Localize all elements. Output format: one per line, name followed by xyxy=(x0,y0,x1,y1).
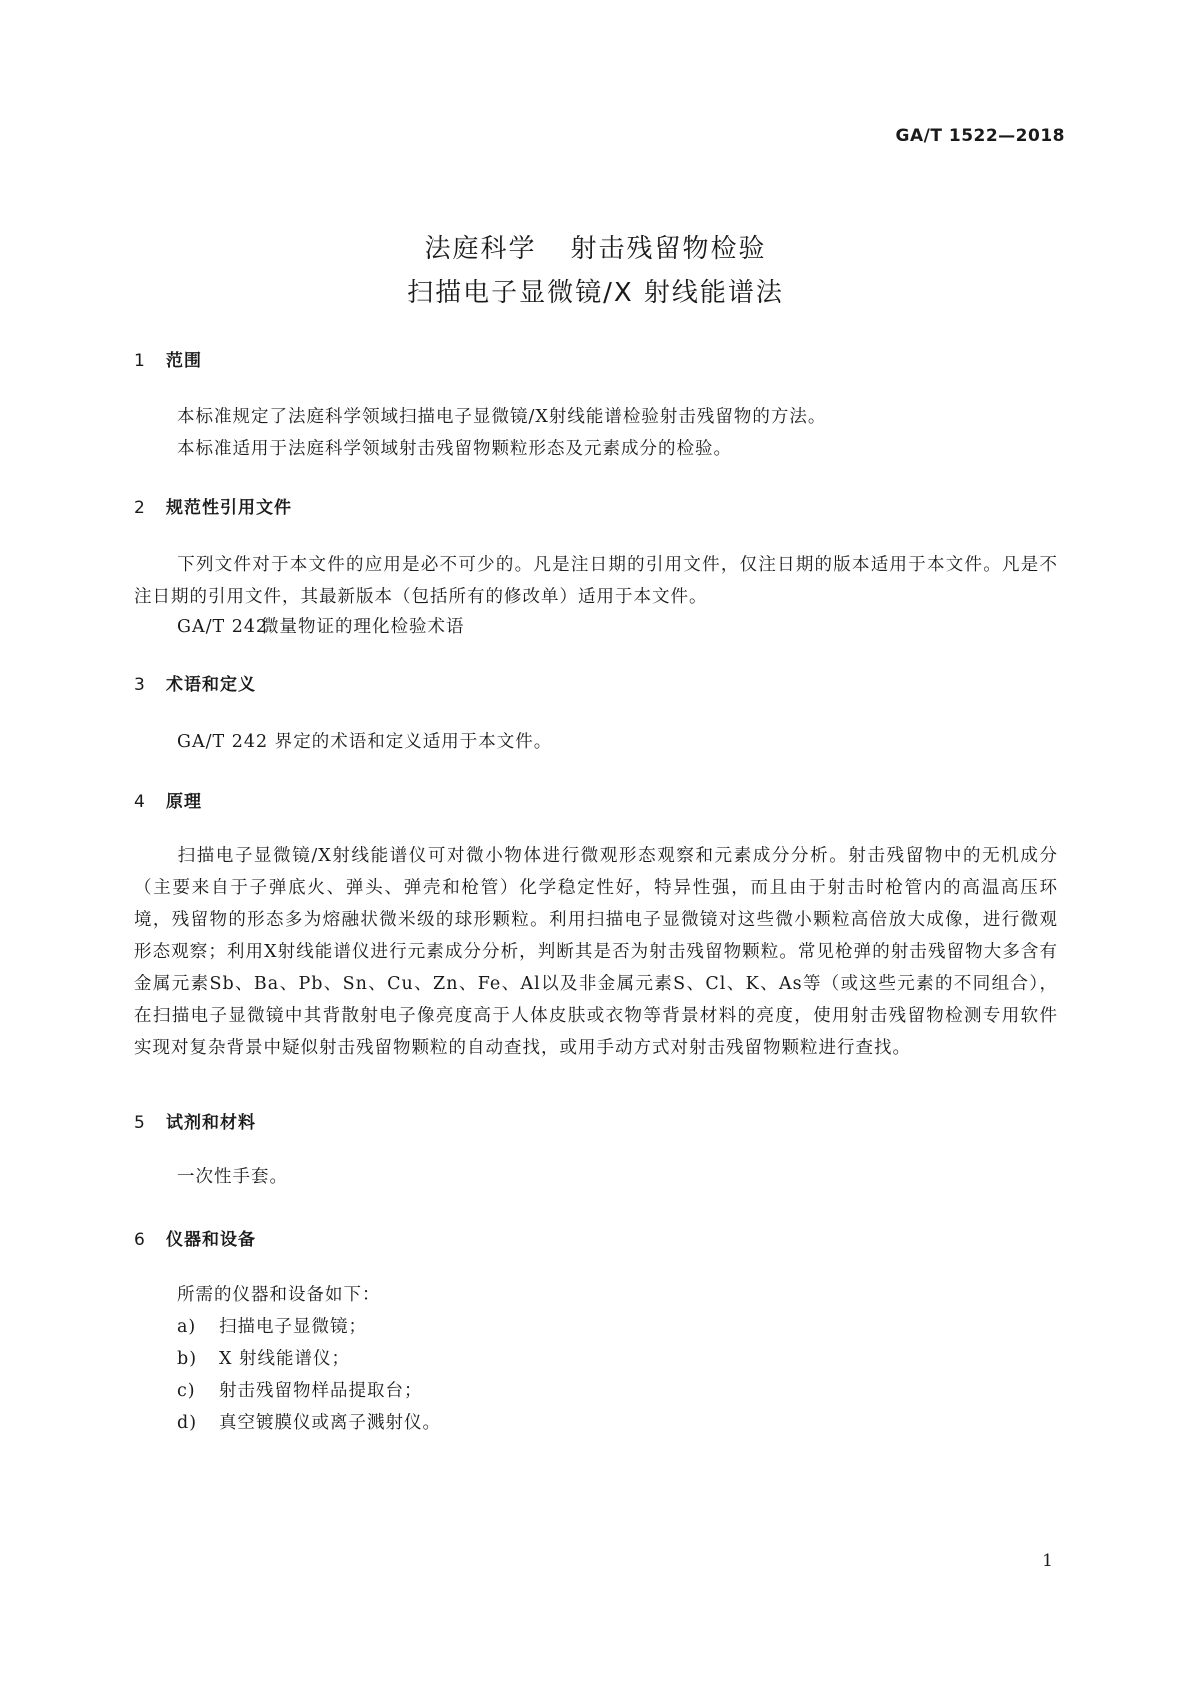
section-title: 范围 xyxy=(166,351,202,371)
section-title: 术语和定义 xyxy=(166,675,256,695)
title-part-b: 射击残留物检验 xyxy=(570,234,767,264)
section-heading-3 xyxy=(134,670,256,695)
paragraph xyxy=(134,549,1058,613)
section-heading-2 xyxy=(134,493,292,518)
section-title: 试剂和材料 xyxy=(166,1113,256,1133)
reference-code: GA/T 242 xyxy=(177,617,269,637)
list-item xyxy=(177,1409,441,1434)
list-label: b) xyxy=(177,1349,198,1369)
list-text: 真空镀膜仪或离子溅射仪。 xyxy=(219,1413,441,1433)
document-title-line2: 扫描电子显微镜/X 射线能谱法 xyxy=(407,278,784,308)
paragraph xyxy=(134,840,1058,1064)
list-item xyxy=(177,1377,423,1402)
standard-code: GA/T 1522—2018 xyxy=(895,126,1065,146)
list-label: a) xyxy=(177,1317,197,1337)
paragraph-text: 扫描电子显微镜/X射线能谱仪可对微小物体进行微观形态观察和元素成分分析。射击残留物中的无机成分（主要来自于子弹底火、弹头、弹壳和枪管）化学稳定性好，特异性强，而且由于射击时枪管内的高温高压环境，残留物的形态多为熔融状微米级的球形颗粒。利用扫描电子显微镜对这些微小颗粒高倍放大成像，进行微观形态观察；利用X射线能谱仪进行元素成分分析，判断其是否为射击残留物颗粒。常见枪弹的射击残留物大多含有金属元素Sb、Ba、Pb、Sn、Cu、Zn、Fe、Al以及非金属元素S、Cl、K、As等（或这些元素的不同组合），在扫描电子显微镜中其背散射电子像亮度高于人体皮肤或衣物等背景材料的亮度，使用射击残留物检测专用软件实现对复杂背景中疑似射击残留物颗粒的自动查找，或用手动方式对射击残留物颗粒进行查找。 xyxy=(134,846,1058,1058)
normative-reference xyxy=(177,613,465,638)
section-title: 规范性引用文件 xyxy=(166,498,292,518)
list-text: X 射线能谱仪； xyxy=(219,1349,351,1369)
section-heading-1 xyxy=(134,346,202,371)
list-text: 射击残留物样品提取台； xyxy=(219,1381,423,1401)
section-title: 仪器和设备 xyxy=(166,1230,256,1250)
section-number: 4 xyxy=(134,792,146,812)
list-item xyxy=(177,1345,350,1370)
section-number: 5 xyxy=(134,1113,146,1133)
section-heading-4 xyxy=(134,787,202,812)
section-number: 3 xyxy=(134,675,146,695)
list-text: 扫描电子显微镜； xyxy=(219,1317,367,1337)
section-number: 2 xyxy=(134,498,146,518)
list-label: c) xyxy=(177,1381,196,1401)
section-title: 原理 xyxy=(166,792,202,812)
document-title-line1 xyxy=(0,228,1191,265)
title-part-a: 法庭科学 xyxy=(424,234,537,264)
paragraph: 所需的仪器和设备如下： xyxy=(177,1285,381,1305)
list-item xyxy=(177,1313,367,1338)
paragraph-text: 下列文件对于本文件的应用是必不可少的。凡是注日期的引用文件，仅注日期的版本适用于本文件。凡是不注日期的引用文件，其最新版本（包括所有的修改单）适用于本文件。 xyxy=(134,555,1058,607)
paragraph: 一次性手套。 xyxy=(177,1167,288,1187)
list-label: d) xyxy=(177,1413,198,1433)
section-heading-5 xyxy=(134,1108,256,1133)
section-number: 1 xyxy=(134,351,146,371)
paragraph: GA/T 242 界定的术语和定义适用于本文件。 xyxy=(177,732,553,752)
reference-title: 微量物证的理化检验术语 xyxy=(261,617,465,637)
section-heading-6 xyxy=(134,1225,256,1250)
page-number: 1 xyxy=(1042,1551,1053,1571)
paragraph: 本标准规定了法庭科学领域扫描电子显微镜/X射线能谱检验射击残留物的方法。 xyxy=(177,407,827,427)
section-number: 6 xyxy=(134,1230,146,1250)
paragraph: 本标准适用于法庭科学领域射击残留物颗粒形态及元素成分的检验。 xyxy=(177,439,732,459)
